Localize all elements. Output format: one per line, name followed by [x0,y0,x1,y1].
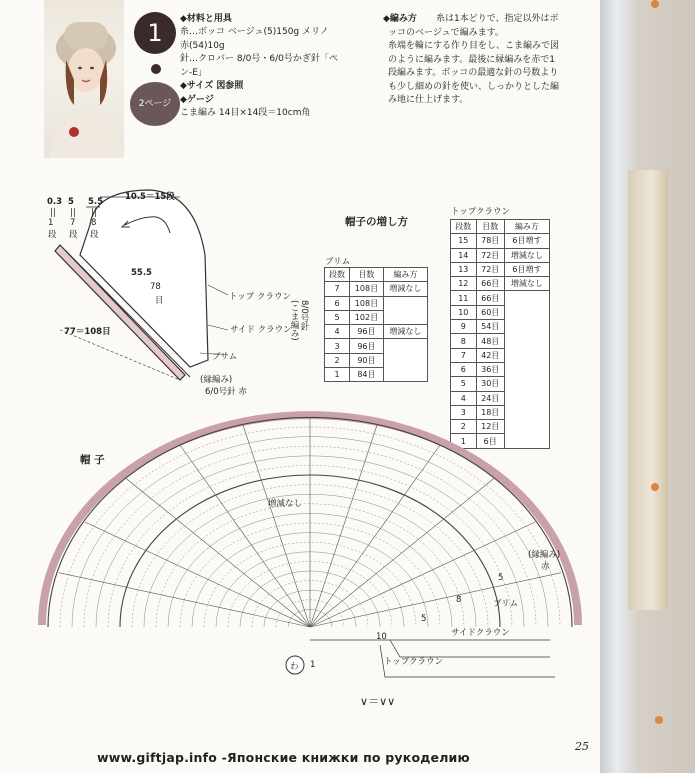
dim-label: 55.5 [131,268,152,278]
chart-side-crown-label: サイドクラウン [451,628,510,638]
table-cell: 96目 [350,325,384,339]
page-reference-badge: 2ページ [130,82,180,126]
table-cell: 11 [451,291,477,305]
dim-label: 5.5 [88,197,104,207]
table-cell: 6 [325,296,350,310]
table-cell: 13 [451,262,477,276]
table-cell: 96目 [350,339,384,353]
koma-label: (こま編み) [289,300,299,341]
table-cell: 3 [451,405,477,419]
table-cell: 6目増す [504,262,549,276]
dim-sub: 段 [69,230,78,240]
no-change-label: 増減なし [268,499,303,509]
increase-line [310,424,377,627]
dim-sub: 1 [48,218,54,228]
table-cell: 42目 [476,348,504,362]
table-cell: 12目 [476,420,504,434]
dim-sub: 段 [90,230,99,240]
table-cell: 4 [325,325,350,339]
table-header-row [451,220,550,234]
brim-label: ブリム [212,352,238,362]
table-row [325,296,428,310]
stitch-legend: ∨＝∨∨ [360,695,396,708]
method-line: 糸は1本どりで、指定以外はボ [436,14,559,24]
col-header: 編み方 [383,268,427,282]
dim-sub: || [50,208,56,218]
table-cell: 14 [451,248,477,262]
table-cell: 1 [325,368,350,382]
chart-brim-label: ブリム [493,599,519,609]
method-line: み地に仕上げます。 [388,95,469,105]
table-cell: 54目 [476,320,504,334]
table-cell: 12 [451,277,477,291]
table-cell: 増減なし [383,282,427,296]
table-cell: 30目 [476,377,504,391]
table-header-row [325,268,428,282]
table-cell: 48目 [476,334,504,348]
legend-equals: ＝ [368,695,380,708]
materials-line: 針…クロバー 8/0号・6/0号かぎ針「ペ [180,54,338,64]
table-row [325,325,428,339]
col-header: 編み方 [504,220,549,234]
table-cell: 78目 [476,234,504,248]
chart-title: 帽 子 [80,454,105,466]
table-cell: 増減なし [504,277,549,291]
col-header: 段数 [325,268,350,282]
dim-label: 5 [68,197,74,207]
table-cell: 72目 [476,248,504,262]
table-cell: 6目増す [504,234,549,248]
method-line: 糸端を輪にする作り目をし、こま編みで図 [388,41,560,51]
dim-sub: || [91,208,97,218]
table-cell: 102目 [350,310,384,324]
col-header: 目数 [350,268,384,282]
row-number: 8 [456,595,462,605]
table-cell: 5 [325,310,350,324]
dim-sub: 8 [91,218,97,228]
row-number: 1 [310,660,316,670]
col-header: 段数 [451,220,477,234]
materials-heading: ◆材料と用具 [180,14,232,24]
table-cell: 66目 [476,277,504,291]
chart-edge-color: 赤 [541,562,550,572]
increase-line [243,424,310,627]
table-cell: 2 [451,420,477,434]
materials-line: 糸…ボッコ ベージュ(5)150g メリノ [180,27,329,37]
table-cell: 2 [325,353,350,367]
gauge-heading: ◆ゲージ [180,94,214,105]
method-line: 段編みます。ボッコの最適な針の号数より [388,68,559,78]
table-cell: 7 [451,348,477,362]
table-cell: 18目 [476,405,504,419]
table-cell: 5 [451,377,477,391]
table-cell: 増減なし [504,248,549,262]
materials-line: ン-E」 [180,67,207,78]
dim-sub: || [70,208,76,218]
table-row [325,339,428,353]
table-cell: 66目 [476,291,504,305]
table-cell: 3 [325,339,350,353]
table-cell: 6目 [476,434,504,448]
footer-watermark: www.giftjap.info -Японские книжки по рукоделию [97,750,470,765]
increase-line [85,522,310,627]
table-cell: 60目 [476,305,504,319]
table-cell: 15 [451,234,477,248]
dim-label: 目 [155,296,164,306]
table-cell: 84目 [350,368,384,382]
increase-line [310,445,440,627]
row-number: 10 [376,632,387,642]
table-cell [383,339,427,382]
gauge-text: こま編み 14目×14段＝10cm角 [180,108,311,118]
increase-line [310,573,561,627]
model-photo [44,0,124,158]
materials-line: 赤(54)10g [180,40,225,51]
crown-table-title: トップクラウン [451,207,510,217]
table-cell: 6 [451,362,477,376]
table-cell: 10 [451,305,477,319]
side-crown-label: サイド クラウン [230,325,292,335]
table-cell: 108目 [350,282,384,296]
brim-table [324,267,428,382]
table-cell: 90目 [350,353,384,367]
badge-dot [151,64,161,74]
method-line: のように編みます。最後に縁編みを赤で1 [388,54,556,65]
table-cell: 9 [451,320,477,334]
dim-label: 77＝108目 [64,327,111,337]
edge-label: (縁編み) [200,375,233,385]
table-cell: 増減なし [383,325,427,339]
dim-sub: 7 [70,218,76,228]
table-cell: 72目 [476,262,504,276]
edge-needle-label: 6/0号針 赤 [205,387,247,397]
method-line: ッコのベージュで編みます。 [388,27,504,38]
row-number: 5 [498,573,504,583]
table-cell: 8 [451,334,477,348]
ring-label: わ [290,662,299,672]
next-page-edge [628,170,668,610]
binding-dot [651,0,659,8]
table-cell: 4 [451,391,477,405]
table-row [451,291,550,305]
table-cell: 36目 [476,362,504,376]
koma-needle-label: 8/0号針 [299,300,309,331]
col-header: 目数 [476,220,504,234]
dim-label: 0.3 [47,197,63,207]
table-cell: 108目 [350,296,384,310]
increase-line [59,573,310,627]
pattern-number-badge: 1 [134,12,176,54]
table-row [451,248,550,262]
table-cell [383,296,427,325]
method-heading: ◆編み方 [383,14,417,24]
dim-sub: 段 [48,230,57,240]
dim-label: 78 [150,282,161,292]
increase-line [180,445,310,627]
chart-edge-label: (縁編み) [528,550,561,560]
size-heading: ◆サイズ 図参照 [180,81,244,91]
row-number: 5 [421,614,427,624]
table-row [451,262,550,276]
binding-dot [655,716,663,724]
brim-table-title: ブリム [325,257,351,267]
table-cell: 7 [325,282,350,296]
chart-top-crown-label: トップクラウン [384,657,443,667]
model-photo-illustration [44,0,124,158]
table-row [451,277,550,291]
increase-line [310,479,494,627]
method-line: も少し細めの針を使い、しっかりとした編 [388,81,560,92]
increase-title: 帽子の増し方 [345,216,408,228]
binding-dot [651,483,659,491]
table-cell: 24目 [476,391,504,405]
table-row [451,234,550,248]
crochet-chart [30,395,590,725]
table-cell: 1 [451,434,477,448]
table-row [325,282,428,296]
page-number: 25 [575,740,589,753]
dim-label: 10.5＝15段 [125,192,175,202]
top-crown-label: トップ クラウン [229,292,291,302]
